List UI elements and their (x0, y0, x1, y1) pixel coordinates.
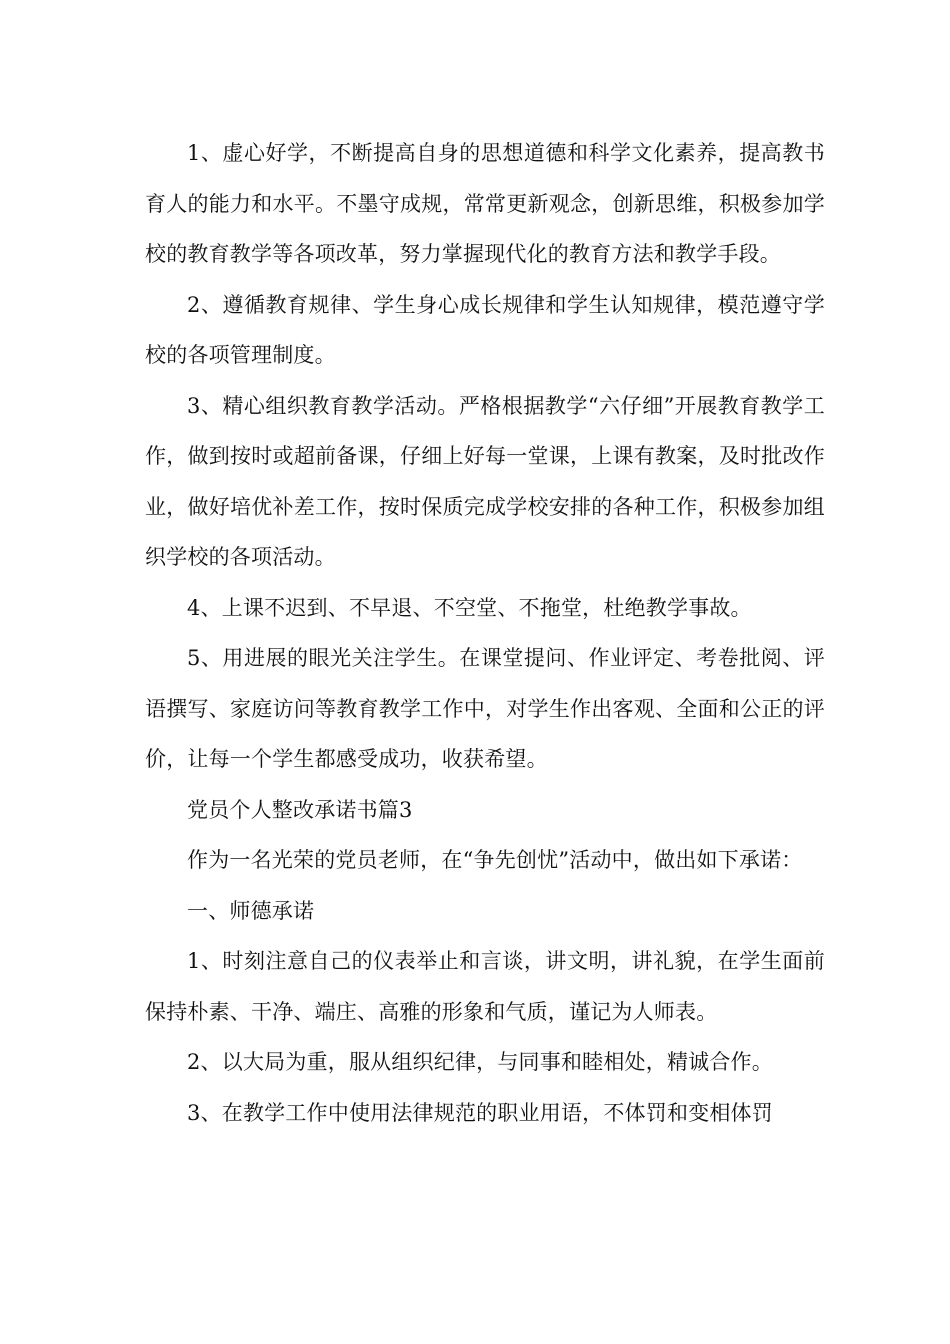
commitment-2: 2、以大局为重，服从组织纪律，与同事和睦相处，精诚合作。 (187, 1050, 773, 1074)
commitment-1: 1、时刻注意自己的仪表举止和言谈，讲文明，讲礼貌，在学生面前保持朴素、干净、端庄、高雅的形象和气质，谨记为人师表。 (145, 949, 825, 1024)
paragraph-4: 4、上课不迟到、不早退、不空堂、不拖堂，杜绝教学事故。 (187, 595, 752, 620)
paragraph-3: 3、精心组织教育教学活动。严格根据教学“六仔细”开展教育教学工作，做到按时或超前备课，仔细上好每一堂课，上课有教案，及时批改作业，做好培优补差工作，按时保质完成学校安排的各种工作，积极参加组织学校的各项活动。 (145, 393, 825, 569)
section-title: 党员个人整改承诺书篇3 (187, 797, 413, 822)
paragraph-2: 2、遵循教育规律、学生身心成长规律和学生认知规律，模范遵守学校的各项管理制度。 (145, 292, 825, 367)
intro-paragraph: 作为一名光荣的党员老师，在“争先创忧”活动中，做出如下承诺： (187, 848, 803, 872)
commitment-3: 3、在教学工作中使用法律规范的职业用语，不体罚和变相体罚 (187, 1100, 773, 1125)
paragraph-5: 5、用进展的眼光关注学生。在课堂提问、作业评定、考卷批阅、评语撰写、家庭访问等教育教学工作中，对学生作出客观、全面和公正的评价，让每一个学生都感受成功，收获希望。 (145, 646, 825, 771)
paragraph-1: 1、虚心好学，不断提高自身的思想道德和科学文化素养，提高教书育人的能力和水平。不墨守成规，常常更新观念，创新思维，积极参加学校的教育教学等各项改革，努力掌握现代化的教育方法和教学手段。 (145, 141, 825, 266)
document-body (145, 128, 825, 1138)
subheading-ethics: 一、师德承诺 (187, 898, 315, 923)
